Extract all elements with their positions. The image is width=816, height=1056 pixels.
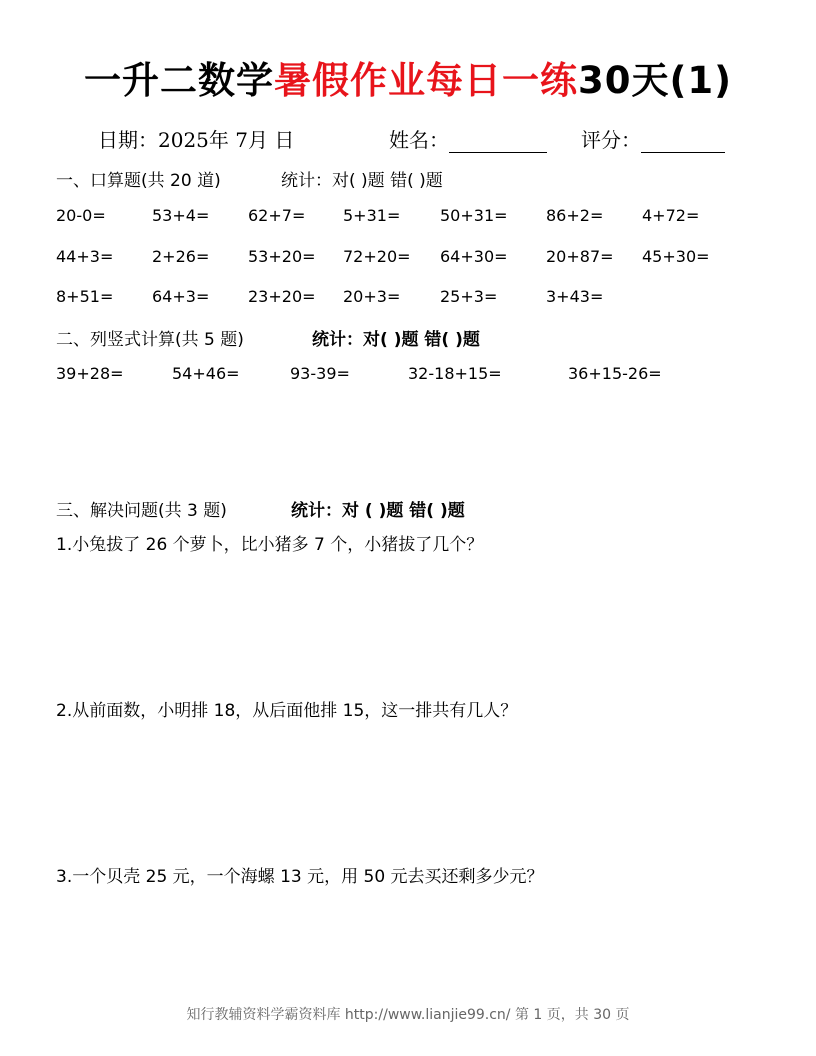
score-blank[interactable]: [641, 132, 725, 153]
oral-item: 62+7=: [248, 206, 306, 225]
date-label: 日期：2025年 7月 日: [98, 128, 295, 152]
oral-item: 23+20=: [248, 287, 316, 306]
oral-item: 64+3=: [152, 287, 210, 306]
oral-item: 4+72=: [642, 206, 700, 225]
section1-heading: 一、口算题(共 20 道): [56, 171, 221, 191]
page-title: [0, 50, 816, 104]
oral-item: 53+20=: [248, 247, 316, 266]
oral-item: 64+30=: [440, 247, 508, 266]
section2-heading: 二、列竖式计算(共 5 题): [56, 330, 244, 350]
oral-item: 8+51=: [56, 287, 114, 306]
section1-stats: 统计：对( )题 错( )题: [281, 171, 443, 191]
word-problem-3: 3.一个贝壳 25 元，一个海螺 13 元，用 50 元去买还剩多少元？: [56, 867, 544, 887]
vertical-calc-item: 36+15-26=: [568, 364, 662, 383]
oral-item: 45+30=: [642, 247, 710, 266]
oral-item: 5+31=: [343, 206, 401, 225]
page-footer: 知行教辅资料学霸资料库 http://www.lianjie99.cn/ 第 1 页，共 30 页: [186, 1007, 630, 1023]
title-part-2: 暑假作业每日一练: [273, 59, 578, 102]
oral-item: 86+2=: [546, 206, 604, 225]
vertical-calc-item: 32-18+15=: [408, 364, 502, 383]
score-label: 评分：: [581, 128, 641, 152]
oral-item: 50+31=: [440, 206, 508, 225]
section3-heading: 三、解决问题(共 3 题): [56, 501, 227, 521]
oral-item: 25+3=: [440, 287, 498, 306]
oral-item: 72+20=: [343, 247, 411, 266]
title-part-1: 一升二数学: [83, 59, 274, 102]
section2-stats: 统计：对( )题 错( )题: [312, 330, 480, 350]
vertical-calc-item: 93-39=: [290, 364, 350, 383]
oral-item: 20+3=: [343, 287, 401, 306]
word-problem-1: 1.小兔拔了 26 个萝卜，比小猪多 7 个，小猪拔了几个？: [56, 535, 484, 555]
section3-stats: 统计：对 ( )题 错( )题: [291, 501, 465, 521]
name-blank[interactable]: [449, 132, 547, 153]
oral-item: 20-0=: [56, 206, 106, 225]
oral-item: 44+3=: [56, 247, 114, 266]
vertical-calc-item: 54+46=: [172, 364, 240, 383]
vertical-calc-item: 39+28=: [56, 364, 124, 383]
name-label: 姓名：: [389, 128, 449, 152]
name-field[interactable]: [389, 124, 547, 153]
oral-item: 2+26=: [152, 247, 210, 266]
oral-item: 3+43=: [546, 287, 604, 306]
word-problem-2: 2.从前面数，小明排 18，从后面他排 15，这一排共有几人？: [56, 701, 518, 721]
title-part-3: 30天(1): [577, 59, 733, 102]
oral-item: 53+4=: [152, 206, 210, 225]
oral-item: 20+87=: [546, 247, 614, 266]
score-field[interactable]: [581, 124, 725, 153]
